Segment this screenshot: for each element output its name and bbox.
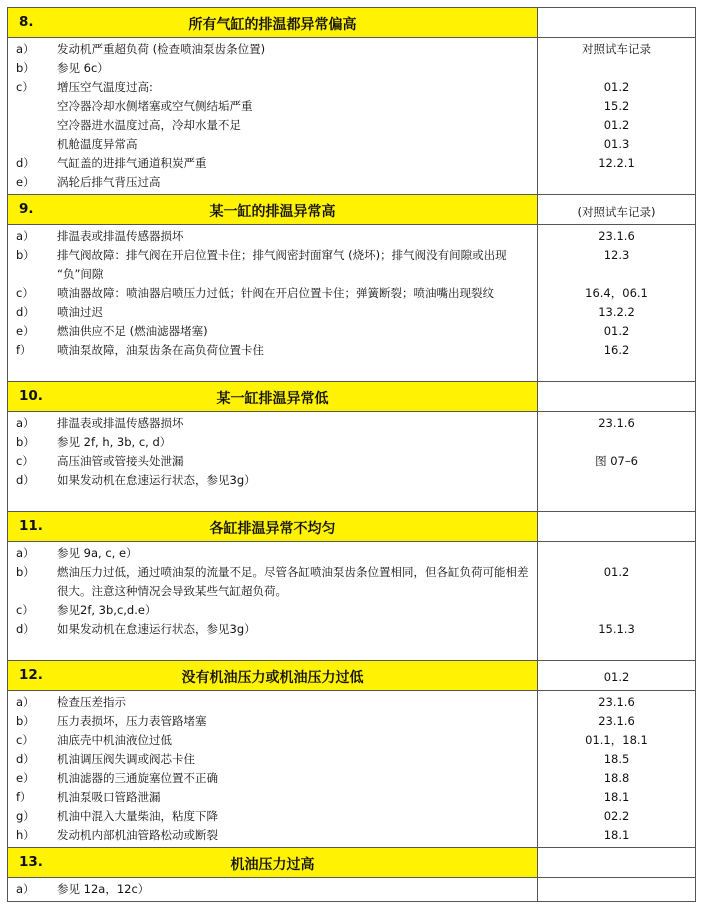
- section-header-9: [8, 195, 696, 225]
- cause-item: [8, 97, 537, 116]
- section-body-10: [8, 412, 696, 512]
- cause-item: [8, 284, 537, 303]
- cause-item-label: e）: [16, 771, 35, 785]
- cause-list: [8, 691, 538, 848]
- cause-item-text: 如果发动机在怠速运行状态，参见3g）: [57, 473, 256, 487]
- section-reference-cell: [538, 661, 696, 691]
- cause-item-text: 参见 6c）: [57, 61, 109, 75]
- reference-value: 18.8: [603, 771, 630, 785]
- cause-item-text: 气缸盖的进排气通道积炭严重: [57, 156, 207, 170]
- reference-value: 18.5: [603, 752, 630, 766]
- section-title-cell: [8, 661, 538, 691]
- cause-item: [8, 154, 537, 173]
- reference-value: 15.2: [603, 99, 630, 113]
- section-header-note: [538, 512, 695, 521]
- cause-item: [8, 303, 537, 322]
- cause-item: [8, 116, 537, 135]
- cause-item-label: d）: [16, 156, 35, 170]
- cause-item: [8, 471, 537, 490]
- cause-item-text: 增压空气温度过高:: [57, 80, 153, 94]
- section-title-cell: [8, 8, 538, 38]
- section-title: 某一缸的排温异常高: [209, 204, 336, 220]
- cause-item-text: 喷油泵故障，油泵齿条在高负荷位置卡住: [57, 343, 264, 357]
- cause-item-text: 机油泵吸口管路泄漏: [57, 790, 161, 804]
- reference-value: 23.1.6: [598, 416, 635, 430]
- reference-value: 13.2.2: [598, 305, 635, 319]
- cause-item-text: 压力表损坏，压力表管路堵塞: [57, 714, 207, 728]
- cause-list: [8, 878, 538, 902]
- cause-item: [8, 807, 537, 826]
- cause-item-text: 燃油供应不足 (燃油滤器堵塞): [57, 324, 208, 338]
- reference-value: 01.1，18.1: [585, 733, 648, 747]
- cause-item-label: e）: [16, 175, 35, 189]
- reference-value: [538, 173, 695, 192]
- reference-list: [538, 542, 696, 661]
- cause-item-text: 参见2f, 3b,c,d.e）: [57, 603, 157, 617]
- cause-item: [8, 731, 537, 750]
- reference-value: 02.2: [603, 809, 630, 823]
- reference-value: 01.3: [603, 137, 630, 151]
- reference-value: 01.2: [603, 80, 630, 94]
- cause-list: [8, 542, 538, 661]
- section-header-8: [8, 8, 696, 38]
- section-title-cell: [8, 512, 538, 542]
- reference-value: [538, 433, 695, 452]
- section-title-cell: [8, 382, 538, 412]
- section-number: 12.: [19, 667, 43, 683]
- cause-item: [8, 601, 537, 620]
- reference-value: 15.1.3: [598, 622, 635, 636]
- cause-item-text: 喷油器故障：喷油器启喷压力过低；针阀在开启位置卡住；弹簧断裂；喷油嘴出现裂纹: [57, 286, 494, 300]
- section-title: 没有机油压力或机油压力过低: [181, 670, 364, 686]
- cause-item-text: 喷油过迟: [57, 305, 103, 319]
- cause-item-text: 涡轮后排气背压过高: [57, 175, 161, 189]
- blank-line: [8, 639, 537, 658]
- cause-item-text: 燃油压力过低，通过喷油泵的流量不足。尽管各缸喷油泵齿条位置相同，但各缸负荷可能相差很大。注意这种情况会导致某些气缸超负荷。: [57, 565, 529, 598]
- section-reference-cell: [538, 848, 696, 878]
- section-number: 13.: [19, 854, 43, 870]
- cause-item: [8, 227, 537, 246]
- section-number: 10.: [19, 388, 43, 404]
- section-title-cell: [8, 195, 538, 225]
- reference-value: 16.4，06.1: [585, 286, 648, 300]
- reference-value: 23.1.6: [598, 695, 635, 709]
- reference-value: 23.1.6: [598, 229, 635, 243]
- cause-item-text: 参见 12a，12c）: [57, 882, 150, 896]
- section-body-9: [8, 225, 696, 382]
- table-body: [8, 8, 696, 902]
- reference-value: [538, 544, 695, 563]
- cause-item-label: b）: [16, 435, 35, 449]
- cause-list: [8, 225, 538, 382]
- section-header-note: (对照试车记录): [577, 205, 656, 219]
- cause-item-label: f）: [16, 343, 32, 357]
- cause-item: [8, 452, 537, 471]
- cause-item-text: 机油滤器的三通旋塞位置不正确: [57, 771, 218, 785]
- cause-item: [8, 246, 537, 284]
- cause-item-text: 高压油管或管接头处泄漏: [57, 454, 184, 468]
- troubleshooting-table: [7, 7, 696, 902]
- cause-item: [8, 414, 537, 433]
- cause-item-text: 油底壳中机油液位过低: [57, 733, 172, 747]
- cause-item-text: 发动机内部机油管路松动或断裂: [57, 828, 218, 842]
- cause-item-label: d）: [16, 752, 35, 766]
- section-body-8: [8, 38, 696, 195]
- troubleshooting-sheet: [7, 7, 695, 902]
- cause-item-text: 参见 9a, c, e）: [57, 546, 138, 560]
- blank-line: [8, 360, 537, 379]
- section-number: 8.: [19, 14, 34, 30]
- section-reference-cell: [538, 382, 696, 412]
- cause-item-label: b）: [16, 714, 35, 728]
- cause-item-label: a）: [16, 546, 35, 560]
- cause-item: [8, 544, 537, 563]
- cause-item-text: 排温表或排温传感器损坏: [57, 229, 184, 243]
- reference-value: 16.2: [603, 343, 630, 357]
- cause-item-text: 发动机严重超负荷 (检查喷油泵齿条位置): [57, 42, 266, 56]
- cause-item: [8, 433, 537, 452]
- cause-item: [8, 563, 537, 601]
- section-title: 各缸排温异常不均匀: [209, 521, 336, 537]
- section-body-12: [8, 691, 696, 848]
- cause-item-text: 机油中混入大量柴油，粘度下降: [57, 809, 218, 823]
- cause-item-text: 排气阀故障：排气阀在开启位置卡住；排气阀密封面窜气 (烧坏)；排气阀没有间隙或出现 “负”间隙: [57, 248, 507, 281]
- cause-item-label: e）: [16, 324, 35, 338]
- section-title: 某一缸排温异常低: [216, 391, 329, 407]
- cause-item-label: a）: [16, 695, 35, 709]
- section-header-13: [8, 848, 696, 878]
- blank-line: [8, 490, 537, 509]
- cause-item: [8, 59, 537, 78]
- cause-item-label: b）: [16, 61, 35, 75]
- reference-value: 对照试车记录: [582, 42, 651, 56]
- section-body-11: [8, 542, 696, 661]
- reference-list: [538, 412, 696, 512]
- cause-item-label: d）: [16, 305, 35, 319]
- section-title: 机油压力过高: [230, 857, 315, 873]
- section-header-note: [538, 382, 695, 391]
- section-number: 9.: [19, 201, 34, 217]
- cause-list: [8, 38, 538, 195]
- reference-list: [538, 878, 696, 902]
- section-reference-cell: [538, 512, 696, 542]
- section-header-10: [8, 382, 696, 412]
- cause-item-text: 参见 2f, h, 3b, c, d）: [57, 435, 172, 449]
- cause-item-label: a）: [16, 416, 35, 430]
- section-number: 11.: [19, 518, 43, 534]
- reference-value: 12.2.1: [598, 156, 635, 170]
- reference-list: [538, 38, 696, 195]
- cause-item-label: c）: [16, 454, 34, 468]
- section-header-note: 01.2: [603, 670, 630, 684]
- reference-value: 23.1.6: [598, 714, 635, 728]
- cause-list: [8, 412, 538, 512]
- cause-item-text: 如果发动机在怠速运行状态，参见3g）: [57, 622, 256, 636]
- cause-item-label: a）: [16, 882, 35, 896]
- cause-item: [8, 826, 537, 845]
- cause-item-text: 机舱温度异常高: [57, 137, 138, 151]
- cause-item-text: 机油调压阀失调或阀芯卡住: [57, 752, 195, 766]
- section-header-note: [538, 8, 695, 17]
- section-reference-cell: [538, 195, 696, 225]
- cause-item: [8, 880, 537, 899]
- reference-value: 01.2: [603, 565, 630, 579]
- reference-value: [538, 601, 695, 620]
- cause-item-label: g）: [16, 809, 35, 823]
- cause-item-text: 空冷器进水温度过高，冷却水量不足: [57, 118, 241, 132]
- section-header-11: [8, 512, 696, 542]
- reference-value: 18.1: [603, 790, 630, 804]
- cause-item-label: b）: [16, 248, 35, 262]
- cause-item-label: f）: [16, 790, 32, 804]
- reference-value: 01.2: [603, 118, 630, 132]
- cause-item-label: d）: [16, 473, 35, 487]
- cause-item-label: c）: [16, 603, 34, 617]
- cause-item-label: d）: [16, 622, 35, 636]
- cause-item-label: b）: [16, 565, 35, 579]
- section-header-note: [538, 848, 695, 857]
- cause-item: [8, 620, 537, 639]
- reference-value: [538, 880, 695, 899]
- cause-item: [8, 135, 537, 154]
- reference-value: 01.2: [603, 324, 630, 338]
- cause-item: [8, 788, 537, 807]
- reference-value: [538, 59, 695, 78]
- cause-item-label: c）: [16, 733, 34, 747]
- section-title-cell: [8, 848, 538, 878]
- cause-item: [8, 712, 537, 731]
- reference-list: [538, 691, 696, 848]
- cause-item-text: 检查压差指示: [57, 695, 126, 709]
- reference-value: [538, 471, 695, 490]
- section-title: 所有气缸的排温都异常偏高: [188, 17, 357, 33]
- cause-item-label: a）: [16, 42, 35, 56]
- cause-item-text: 空冷器冷却水侧堵塞或空气侧结垢严重: [57, 99, 253, 113]
- cause-item-label: a）: [16, 229, 35, 243]
- cause-item-label: h）: [16, 828, 35, 842]
- reference-value: 18.1: [603, 828, 630, 842]
- cause-item: [8, 322, 537, 341]
- section-header-12: [8, 661, 696, 691]
- cause-item: [8, 750, 537, 769]
- section-reference-cell: [538, 8, 696, 38]
- cause-item: [8, 173, 537, 192]
- section-body-13: [8, 878, 696, 902]
- cause-item: [8, 341, 537, 360]
- reference-value: 12.3: [603, 248, 630, 262]
- reference-list: [538, 225, 696, 382]
- cause-item: [8, 769, 537, 788]
- reference-value: 图 07–6: [595, 454, 638, 468]
- cause-item-label: c）: [16, 80, 34, 94]
- cause-item-label: c）: [16, 286, 34, 300]
- cause-item-text: 排温表或排温传感器损坏: [57, 416, 184, 430]
- cause-item: [8, 78, 537, 97]
- cause-item: [8, 693, 537, 712]
- cause-item: [8, 40, 537, 59]
